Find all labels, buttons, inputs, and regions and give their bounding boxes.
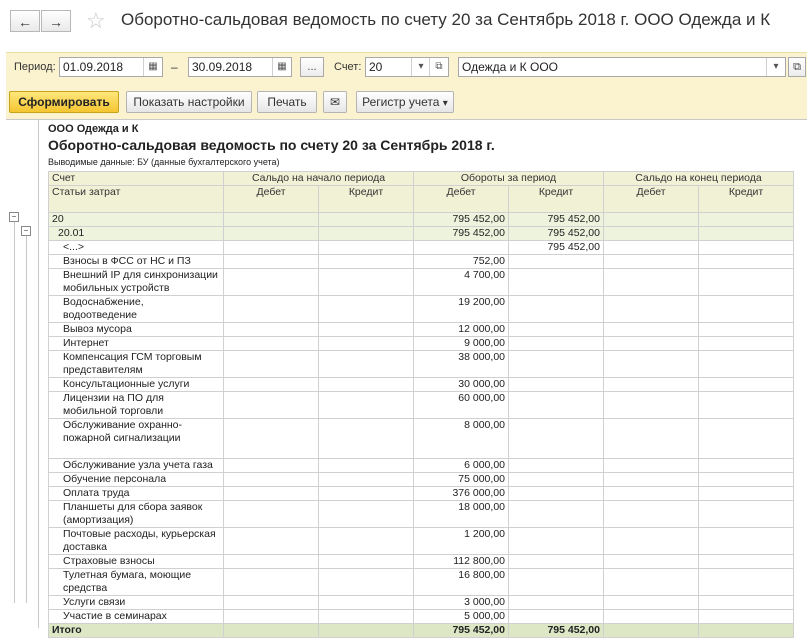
row-name: Вывоз мусора [49, 323, 224, 337]
open-icon[interactable]: ⧉ [788, 57, 806, 77]
report-table [48, 171, 794, 638]
row-name: Внешний IP для синхронизации мобильных устройств [49, 269, 224, 296]
cell [319, 296, 414, 323]
cell [224, 378, 319, 392]
row-name: Обслуживание узла учета газа [49, 459, 224, 473]
table-row[interactable] [49, 378, 794, 392]
cell [699, 337, 794, 351]
cell [224, 528, 319, 555]
table-row[interactable] [49, 296, 794, 323]
row-name: 20 [49, 213, 224, 227]
cell [224, 419, 319, 459]
gutter-divider [38, 120, 39, 628]
turnover-credit [509, 596, 604, 610]
cell [319, 487, 414, 501]
collapse-group-icon[interactable]: − [9, 212, 19, 222]
turnover-credit [509, 487, 604, 501]
register-menu-button[interactable] [356, 91, 454, 113]
table-row[interactable] [49, 255, 794, 269]
cell [224, 596, 319, 610]
page-title: Оборотно-сальдовая ведомость по счету 20 за Сентябрь 2018 г. ООО Одежда и К [121, 10, 771, 29]
cell [319, 351, 414, 378]
header-debit: Дебет [414, 186, 509, 213]
turnover-debit: 4 700,00 [414, 269, 509, 296]
back-button[interactable] [10, 10, 40, 32]
cell [699, 255, 794, 269]
row-name: Взносы в ФСС от НС и ПЗ [49, 255, 224, 269]
turnover-credit [509, 459, 604, 473]
turnover-debit: 5 000,00 [414, 610, 509, 624]
cell [319, 555, 414, 569]
period-select-button[interactable]: ... [300, 57, 324, 77]
cell [699, 241, 794, 255]
cell [319, 269, 414, 296]
row-name: Участие в семинарах [49, 610, 224, 624]
row-name: Услуги связи [49, 596, 224, 610]
cell [699, 296, 794, 323]
cell [224, 624, 319, 638]
turnover-debit: 3 000,00 [414, 596, 509, 610]
cell [604, 227, 699, 241]
period-dash: – [171, 60, 178, 74]
turnover-credit [509, 473, 604, 487]
cell [319, 501, 414, 528]
turnover-credit [509, 555, 604, 569]
total-credit: 795 452,00 [509, 624, 604, 638]
cell [604, 473, 699, 487]
cell [604, 610, 699, 624]
table-row[interactable] [49, 487, 794, 501]
date-from-field[interactable] [59, 57, 163, 77]
cell [319, 378, 414, 392]
calendar-icon[interactable]: ▦ [143, 58, 162, 76]
row-name: Страховые взносы [49, 555, 224, 569]
cell [604, 213, 699, 227]
header-closing-balance: Сальдо на конец периода [604, 172, 794, 186]
cell [319, 213, 414, 227]
cell [319, 419, 414, 459]
cell [699, 459, 794, 473]
turnover-debit: 8 000,00 [414, 419, 509, 459]
table-row[interactable] [49, 459, 794, 473]
cell [604, 323, 699, 337]
row-name: Консультационные услуги [49, 378, 224, 392]
cell [604, 296, 699, 323]
account-label: Счет: [334, 61, 362, 73]
turnover-credit [509, 501, 604, 528]
cell [224, 241, 319, 255]
forward-button[interactable] [41, 10, 71, 32]
date-to-field[interactable] [188, 57, 292, 77]
turnover-credit [509, 569, 604, 596]
chevron-down-icon: ▾ [442, 98, 448, 109]
cell [319, 528, 414, 555]
turnover-credit [509, 378, 604, 392]
register-label: Регистр учета [362, 95, 440, 109]
header-debit: Дебет [224, 186, 319, 213]
row-name: Компенсация ГСМ торговым представителям [49, 351, 224, 378]
organization-field[interactable] [458, 57, 786, 77]
cell [319, 459, 414, 473]
cell [224, 501, 319, 528]
header-debit: Дебет [604, 186, 699, 213]
cell [604, 459, 699, 473]
cell [699, 555, 794, 569]
row-name: Обслуживание охранно-пожарной сигнализации [49, 419, 224, 459]
total-debit: 795 452,00 [414, 624, 509, 638]
table-row[interactable] [49, 596, 794, 610]
header-credit: Кредит [699, 186, 794, 213]
tree-line [14, 219, 15, 603]
row-name: Водоснабжение, водоотведение [49, 296, 224, 323]
header-account: Счет [49, 172, 224, 186]
turnover-credit [509, 296, 604, 323]
report-data-note: Выводимые данные: БУ (данные бухгалтерского учета) [48, 157, 280, 167]
header-credit: Кредит [319, 186, 414, 213]
collapse-group-icon[interactable]: − [21, 226, 31, 236]
report-area[interactable] [6, 119, 807, 636]
row-name: <...> [49, 241, 224, 255]
cell [224, 269, 319, 296]
cell [319, 569, 414, 596]
cell [604, 624, 699, 638]
cell [699, 624, 794, 638]
table-row[interactable] [49, 213, 794, 227]
arrow-left-icon: ← [18, 14, 32, 30]
cell [224, 213, 319, 227]
header-cost-items: Статьи затрат [49, 186, 224, 213]
chevron-down-icon[interactable]: ▾ [766, 58, 785, 76]
turnover-credit [509, 610, 604, 624]
cell [699, 610, 794, 624]
window-header [0, 0, 807, 44]
cell [604, 337, 699, 351]
filter-panel [6, 52, 807, 119]
cell [224, 323, 319, 337]
cell [699, 213, 794, 227]
turnover-debit: 12 000,00 [414, 323, 509, 337]
turnover-debit: 112 800,00 [414, 555, 509, 569]
table-row[interactable] [49, 227, 794, 241]
date-from-value: 01.09.2018 [63, 60, 124, 74]
table-row[interactable] [49, 419, 794, 459]
turnover-debit: 60 000,00 [414, 392, 509, 419]
row-name: Обучение персонала [49, 473, 224, 487]
arrow-right-icon: → [49, 14, 63, 30]
table-row[interactable] [49, 473, 794, 487]
cell [604, 501, 699, 528]
report-heading: Оборотно-сальдовая ведомость по счету 20 за Сентябрь 2018 г. [48, 137, 495, 153]
header-opening-balance: Сальдо на начало периода [224, 172, 414, 186]
turnover-credit [509, 255, 604, 269]
cell [224, 610, 319, 624]
cell [604, 378, 699, 392]
cell [224, 555, 319, 569]
header-turnover: Обороты за период [414, 172, 604, 186]
row-name: Почтовые расходы, курьерская доставка [49, 528, 224, 555]
cell [604, 487, 699, 501]
turnover-debit: 75 000,00 [414, 473, 509, 487]
cell [319, 337, 414, 351]
row-name: Лицензии на ПО для мобильной торговли [49, 392, 224, 419]
turnover-credit: 795 452,00 [509, 227, 604, 241]
cell [699, 473, 794, 487]
cell [224, 227, 319, 241]
send-mail-button[interactable] [323, 91, 347, 113]
cell [224, 473, 319, 487]
table-row[interactable] [49, 351, 794, 378]
turnover-debit: 752,00 [414, 255, 509, 269]
account-value: 20 [369, 60, 383, 74]
cell [224, 569, 319, 596]
open-icon[interactable]: ⧉ [429, 58, 448, 76]
turnover-debit: 30 000,00 [414, 378, 509, 392]
cell [699, 528, 794, 555]
header-row [49, 186, 794, 213]
chevron-down-icon[interactable]: ▾ [411, 58, 430, 76]
turnover-debit: 18 000,00 [414, 501, 509, 528]
turnover-debit: 6 000,00 [414, 459, 509, 473]
cell [699, 227, 794, 241]
cell [224, 255, 319, 269]
turnover-credit [509, 269, 604, 296]
cell [319, 610, 414, 624]
turnover-debit: 38 000,00 [414, 351, 509, 378]
cell [604, 596, 699, 610]
cell [319, 473, 414, 487]
cell [224, 392, 319, 419]
turnover-credit: 795 452,00 [509, 213, 604, 227]
cell [699, 501, 794, 528]
table-row[interactable] [49, 501, 794, 528]
report-body [49, 213, 794, 624]
cell [319, 624, 414, 638]
turnover-debit: 19 200,00 [414, 296, 509, 323]
cell [699, 323, 794, 337]
table-row[interactable] [49, 555, 794, 569]
cell [319, 596, 414, 610]
turnover-credit [509, 528, 604, 555]
turnover-debit: 795 452,00 [414, 227, 509, 241]
turnover-debit: 1 200,00 [414, 528, 509, 555]
organization-value: Одежда и К ООО [462, 60, 559, 74]
table-row[interactable] [49, 528, 794, 555]
total-row [49, 624, 794, 638]
cell [699, 419, 794, 459]
favorite-star-icon[interactable]: ☆ [86, 8, 106, 33]
turnover-credit [509, 337, 604, 351]
total-label: Итого [49, 624, 224, 638]
mail-icon: ✉ [329, 95, 341, 109]
cell [224, 351, 319, 378]
turnover-credit [509, 419, 604, 459]
turnover-debit: 376 000,00 [414, 487, 509, 501]
cell [604, 351, 699, 378]
cell [319, 255, 414, 269]
cell [699, 569, 794, 596]
table-row[interactable] [49, 269, 794, 296]
cell [604, 255, 699, 269]
cell [604, 419, 699, 459]
row-name: 20.01 [49, 227, 224, 241]
turnover-credit [509, 323, 604, 337]
cell [604, 392, 699, 419]
table-row[interactable] [49, 392, 794, 419]
cell [699, 487, 794, 501]
row-name: Оплата труда [49, 487, 224, 501]
cell [699, 378, 794, 392]
tree-line [26, 233, 27, 603]
cell [319, 392, 414, 419]
turnover-debit: 9 000,00 [414, 337, 509, 351]
date-to-value: 30.09.2018 [192, 60, 253, 74]
cell [604, 269, 699, 296]
cell [319, 227, 414, 241]
cell [699, 596, 794, 610]
turnover-credit: 795 452,00 [509, 241, 604, 255]
cell [604, 528, 699, 555]
show-settings-button[interactable]: Показать настройки [126, 91, 252, 113]
cell [319, 241, 414, 255]
cell [604, 555, 699, 569]
calendar-icon[interactable]: ▦ [272, 58, 291, 76]
cell [699, 269, 794, 296]
turnover-credit [509, 392, 604, 419]
row-name: Планшеты для сбора заявок (амортизация) [49, 501, 224, 528]
table-row[interactable] [49, 337, 794, 351]
row-name: Тулетная бумага, моющие средства [49, 569, 224, 596]
cell [604, 569, 699, 596]
cell [319, 323, 414, 337]
row-name: Интернет [49, 337, 224, 351]
account-field[interactable] [365, 57, 449, 77]
period-label: Период: [14, 61, 56, 73]
cell [224, 487, 319, 501]
cell [699, 392, 794, 419]
cell [604, 241, 699, 255]
turnover-credit [509, 351, 604, 378]
table-row[interactable] [49, 569, 794, 596]
print-button[interactable]: Печать [257, 91, 317, 113]
table-row[interactable] [49, 610, 794, 624]
header-credit: Кредит [509, 186, 604, 213]
table-row[interactable] [49, 323, 794, 337]
generate-button[interactable]: Сформировать [9, 91, 119, 113]
cell [699, 351, 794, 378]
report-organization: ООО Одежда и К [48, 123, 139, 135]
cell [224, 337, 319, 351]
turnover-debit: 795 452,00 [414, 213, 509, 227]
table-row[interactable] [49, 241, 794, 255]
cell [224, 296, 319, 323]
header-row [49, 172, 794, 186]
cell [224, 459, 319, 473]
turnover-debit: 16 800,00 [414, 569, 509, 596]
turnover-debit [414, 241, 509, 255]
